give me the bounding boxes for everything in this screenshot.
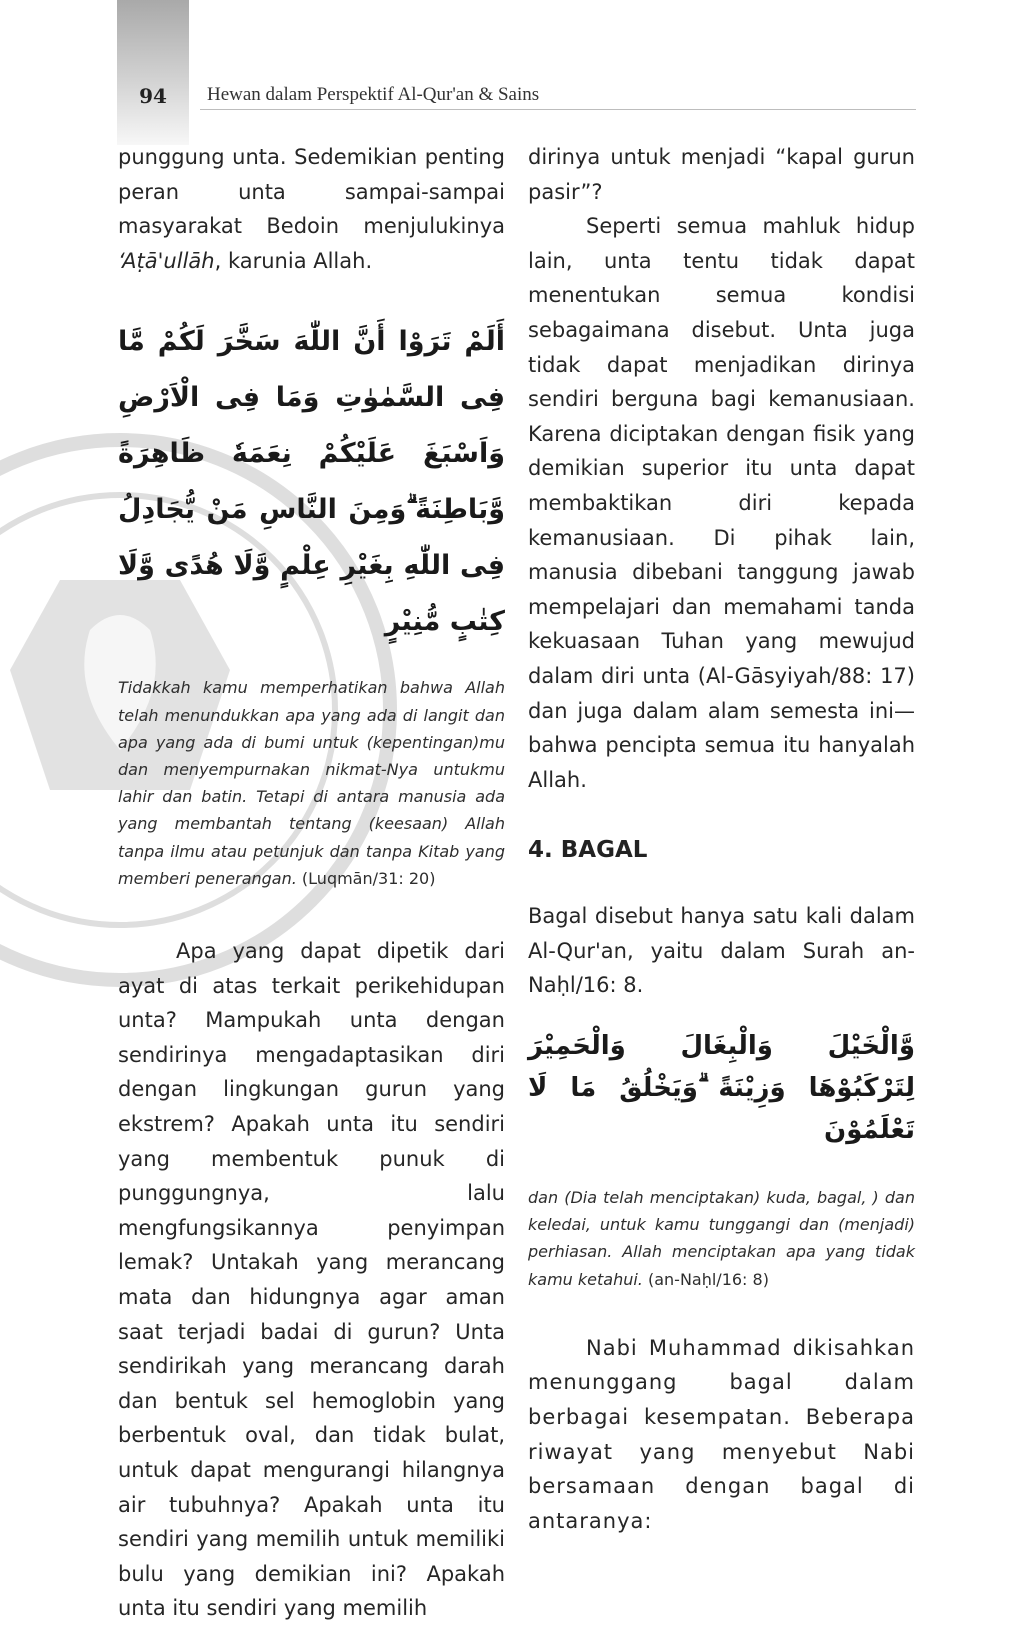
page-number-tab [117, 0, 189, 145]
verse-translation [118, 674, 505, 892]
italic-term: ‘Aṭā'ullāh [118, 248, 215, 273]
paragraph-questions: Apa yang dapat dipetik dari ayat di atas terkait perikehidupan unta? Mampukah unta dengan sendirinya mengadaptasikan diri dengan lingkungan gurun yang ekstrem? Apakah unta itu sendiri yang membentuk punuk di punggungnya, lalu mengfungsikannya penyimpan lemak? Untakah yang merancang mata dan hidungnya agar aman saat terjadi badai di gurun? Unta sendirikah yang merancang darah dan bentuk sel hemoglobin yang berbentuk oval, dan tidak bulat, untuk dapat mengurangi hilangnya air tubuhnya? Apakah unta itu sendiri yang memilih untuk memiliki bulu yang demikian ini? Apakah unta itu sendiri yang memilih [118, 939, 505, 1621]
paragraph-text: , karunia Allah. [214, 248, 373, 273]
translation-text: dan (Dia telah menciptakan) kuda, bagal, ) dan keledai, untuk kamu tunggangi dan (menjadi) perhiasan. Allah menciptakan apa yang tidak kamu ketahui. [528, 1188, 915, 1289]
arabic-verse-luqman: أَلَمْ تَرَوْا أَنَّ اللّٰهَ سَخَّرَ لَكُمْ مَّا فِى السَّمٰوٰتِ وَمَا فِى الْاَرْضِ وَاَسْبَغَ عَلَيْكُمْ نِعَمَهٗ ظَاهِرَةً وَّبَاطِنَةً ۗوَمِنَ النَّاسِ مَنْ يُّجَادِلُ فِى اللّٰهِ بِغَيْرِ عِلْمٍ وَّلَا هُدًى وَّلَا كِتٰبٍ مُّنِيْرٍ [118, 326, 505, 638]
paragraph-usefulness: Seperti semua mahluk hidup lain, unta tentu tidak dapat menentukan semua kondisi sebagaimana disebut. Unta juga tidak dapat menjadikan dirinya sendiri berguna bagi kemanusiaan. Karena diciptakan dengan fisik yang demikian superior itu unta dapat membaktikan diri kepada kemanusiaan. Di pihak lain, manusia dibebani tanggung jawab mempelajari dan memahami tanda kekuasaan Tuhan yang mewujud dalam diri unta (Al-Gāsyiyah/88: 17) dan juga dalam alam semesta ini—bahwa pencipta semua itu hanyalah Allah. [528, 214, 915, 792]
verse-translation [528, 1184, 915, 1293]
running-title: Hewan dalam Perspektif Al-Qur'an & Sains [207, 84, 540, 105]
verse-reference: (an-Naḥl/16: 8) [647, 1269, 769, 1289]
page-number: 94 [139, 84, 167, 108]
left-column [118, 140, 505, 1626]
paragraph-intro: Bagal disebut hanya satu kali dalam Al-Qur'an, yaitu dalam Surah an-Naḥl/16: 8. [528, 904, 915, 998]
paragraph-camel-role [118, 140, 505, 278]
right-column [528, 140, 915, 1538]
section-heading: 4. BAGAL [528, 837, 648, 864]
translation-text: Tidakkah kamu memperhatikan bahwa Allah telah menundukkan apa yang ada di langit dan apa yang ada di bumi untuk (kepentingan)mu dan menyempurnakan nikmat-Nya untukmu lahir dan batin. Tetapi di antara manusia ada yang membantah tentang (keesaan) Allah tanpa ilmu atau petunjuk dan tanpa Kitab yang memberi penerangan. [118, 678, 505, 888]
arabic-verse-nahl: وَّالْخَيْلَ وَالْبِغَالَ وَالْحَمِيْرَ لِتَرْكَبُوْهَا وَزِيْنَةً ۗوَيَخْلُقُ مَا لَا تَعْلَمُوْنَ [528, 1031, 915, 1146]
header-divider [200, 109, 916, 110]
paragraph-prophet: Nabi Muhammad dikisahkan menunggang bagal dalam berbagai kesempatan. Beberapa riwayat yang menyebut Nabi bersamaan dengan bagal di antaranya: [528, 1335, 915, 1533]
paragraph-continuation: dirinya untuk menjadi “kapal gurun pasir”? [528, 145, 915, 204]
paragraph-text: punggung unta. Sedemikian penting peran unta sampai-sampai masyarakat Bedoin menjulukinya [118, 145, 505, 239]
verse-reference: (Luqmān/31: 20) [301, 868, 436, 888]
